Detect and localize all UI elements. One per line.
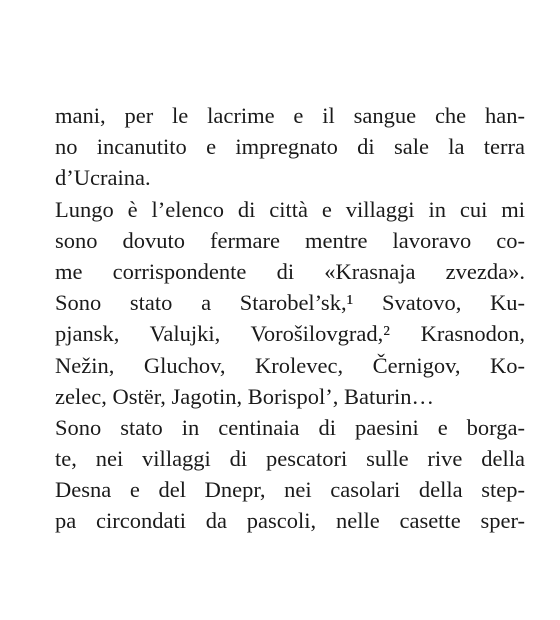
text-line: me corrispondente di «Krasnaja zvezda». bbox=[55, 258, 525, 284]
text-line: Sono stato a Starobel’sk,¹ Svatovo, Ku- bbox=[55, 290, 525, 316]
text-line: no incanutito e impregnato di sale la terra bbox=[55, 134, 525, 160]
text-line: Nežin, Gluchov, Krolevec, Černigov, Ko- bbox=[55, 352, 525, 378]
text-line: mani, per le lacrime e il sangue che han- bbox=[55, 103, 525, 128]
text-line: d’Ucraina. bbox=[55, 165, 151, 191]
text-line: sono dovuto fermare mentre lavoravo co- bbox=[55, 227, 525, 253]
text-line: Sono stato in centinaia di paesini e borga- bbox=[55, 414, 525, 440]
text-line: Lungo è l’elenco di città e villaggi in cui mi bbox=[55, 196, 525, 222]
text-line: pjansk, Valujki, Vorošilovgrad,² Krasnodon, bbox=[55, 321, 525, 347]
text-line: Desna e del Dnepr, nei casolari della step- bbox=[55, 477, 525, 503]
text-line: te, nei villaggi di pescatori sulle rive della bbox=[55, 446, 525, 472]
body-text bbox=[55, 100, 525, 537]
text-line: zelec, Ostër, Jagotin, Borispol’, Baturin… bbox=[55, 383, 435, 409]
text-line: pa circondati da pascoli, nelle casette sper- bbox=[55, 508, 525, 534]
